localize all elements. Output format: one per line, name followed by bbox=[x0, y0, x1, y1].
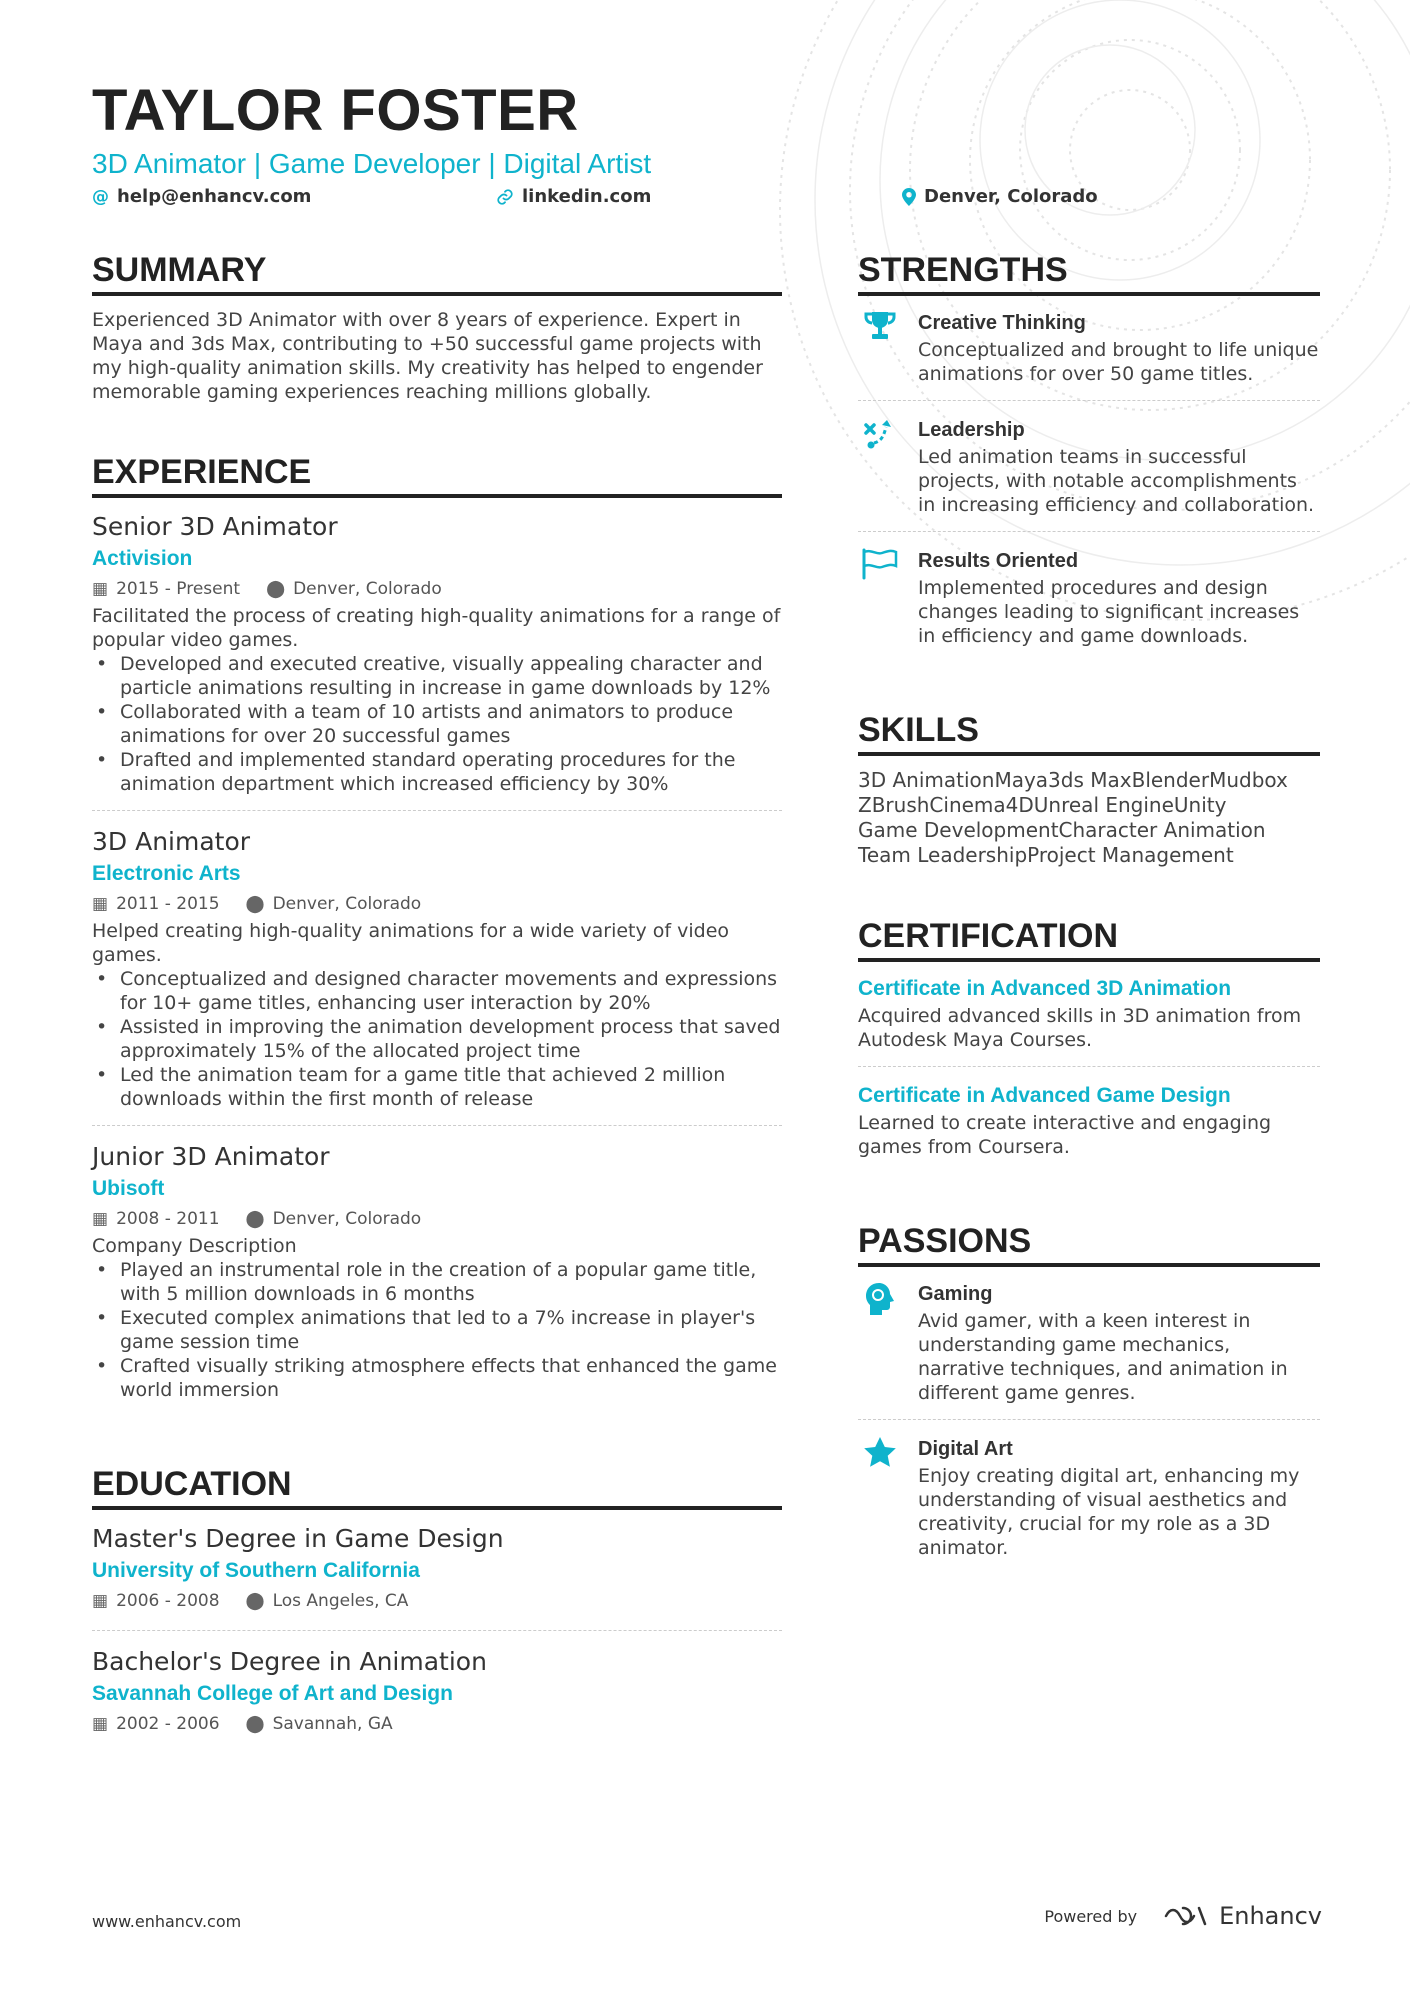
strength-item bbox=[858, 308, 1320, 401]
link-icon bbox=[496, 188, 514, 206]
contact-row bbox=[92, 186, 1322, 214]
job-title: 3D Animator bbox=[92, 827, 251, 856]
school-name: University of Southern California bbox=[92, 1559, 420, 1582]
experience-item bbox=[92, 510, 782, 811]
calendar-icon: ▦ bbox=[92, 894, 109, 914]
job-bullets bbox=[92, 1258, 782, 1402]
location-text: Denver, Colorado bbox=[924, 186, 1098, 207]
bullet-item: • Drafted and implemented standard operating procedures for the animation department which increased efficiency by 30% bbox=[92, 748, 782, 796]
degree-title: Master's Degree in Game Design bbox=[92, 1524, 504, 1553]
job-location bbox=[246, 1204, 422, 1234]
experience-item bbox=[92, 1140, 782, 1416]
linkedin-contact[interactable] bbox=[496, 186, 651, 207]
job-title: Junior 3D Animator bbox=[92, 1142, 330, 1171]
resume-header bbox=[92, 78, 1322, 214]
certification-heading: CERTIFICATION bbox=[858, 916, 1320, 962]
location-pin-icon: ⬤ bbox=[245, 894, 265, 914]
education-section bbox=[92, 1464, 782, 1753]
strength-text: Implemented procedures and design changes leading to significant increases in efficiency and game downloads. bbox=[918, 577, 1300, 647]
strategy-icon bbox=[858, 415, 902, 517]
passions-heading: PASSIONS bbox=[858, 1221, 1320, 1267]
email-text: help@enhancv.com bbox=[117, 186, 312, 207]
linkedin-text: linkedin.com bbox=[522, 186, 652, 207]
job-description: Facilitated the process of creating high-quality animations for a range of popular video games. bbox=[92, 605, 781, 651]
dates-text: 2015 - Present bbox=[116, 579, 241, 599]
location-text: Denver, Colorado bbox=[293, 579, 442, 599]
job-location bbox=[246, 889, 422, 919]
skills-section bbox=[858, 710, 1320, 868]
skills-heading: SKILLS bbox=[858, 710, 1320, 756]
job-description: Helped creating high-quality animations for a wide variety of video games. bbox=[92, 920, 730, 966]
brand-name: Enhancv bbox=[1219, 1902, 1322, 1930]
summary-section bbox=[92, 250, 782, 404]
certificate-text: Acquired advanced skills in 3D animation from Autodesk Maya Courses. bbox=[858, 1005, 1302, 1051]
bullet-item: • Developed and executed creative, visually appealing character and particle animations resulting in increase in game downloads by 12% bbox=[92, 652, 782, 700]
location-text: Denver, Colorado bbox=[272, 1209, 422, 1229]
education-dates bbox=[92, 1709, 220, 1739]
job-title: Senior 3D Animator bbox=[92, 512, 338, 541]
passion-title: Gaming bbox=[918, 1283, 993, 1305]
certification-section bbox=[858, 916, 1320, 1173]
location-text: Denver, Colorado bbox=[272, 894, 422, 914]
dates-text: 2011 - 2015 bbox=[116, 894, 220, 914]
passion-text: Enjoy creating digital art, enhancing my understanding of visual aesthetics and creativity, crucial for my role as a 3D animator. bbox=[918, 1465, 1300, 1559]
location-pin-icon: ⬤ bbox=[245, 1714, 265, 1734]
strength-text: Led animation teams in successful projects, with notable accomplishments in increasing efficiency and collaboration. bbox=[918, 446, 1315, 516]
trophy-icon bbox=[858, 308, 902, 386]
skills-line: Team LeadershipProject Management bbox=[858, 843, 1234, 867]
strength-item bbox=[858, 546, 1320, 662]
education-location bbox=[246, 1709, 393, 1739]
location-contact bbox=[902, 186, 1098, 207]
website-link[interactable]: www.enhancv.com bbox=[92, 1912, 242, 1931]
passion-content bbox=[918, 1434, 1320, 1560]
candidate-name: TAYLOR FOSTER bbox=[92, 78, 579, 143]
experience-item bbox=[92, 825, 782, 1126]
education-meta bbox=[92, 1709, 782, 1739]
skills-line: 3D AnimationMaya3ds MaxBlenderMudbox bbox=[858, 768, 1288, 792]
bullet-item: • Executed complex animations that led to a 7% increase in player's game session time bbox=[92, 1306, 782, 1354]
powered-by bbox=[1044, 1902, 1322, 1930]
job-meta bbox=[92, 889, 782, 919]
calendar-icon: ▦ bbox=[92, 1209, 109, 1229]
strength-text: Conceptualized and brought to life unique animations for over 50 game titles. bbox=[918, 339, 1319, 385]
bullet-item: • Assisted in improving the animation development process that saved approximately 15% of the allocated project time bbox=[92, 1015, 782, 1063]
skills-line: ZBrushCinema4DUnreal EngineUnity bbox=[858, 793, 1227, 817]
job-location bbox=[266, 574, 442, 604]
education-location bbox=[246, 1586, 409, 1616]
job-dates bbox=[92, 574, 240, 604]
right-column bbox=[858, 250, 1320, 1622]
education-meta bbox=[92, 1586, 782, 1616]
job-dates bbox=[92, 1204, 220, 1234]
strengths-heading: STRENGTHS bbox=[858, 250, 1320, 296]
passion-text: Avid gamer, with a keen interest in understanding game mechanics, narrative techniques, and animation in different game genres. bbox=[918, 1310, 1288, 1404]
enhancv-brand[interactable] bbox=[1163, 1902, 1322, 1930]
certificate-item bbox=[858, 1081, 1320, 1173]
experience-section bbox=[92, 452, 782, 1416]
job-meta bbox=[92, 574, 782, 604]
strengths-section bbox=[858, 250, 1320, 662]
head-brain-icon bbox=[858, 1279, 902, 1405]
bullet-item: • Conceptualized and designed character movements and expressions for 10+ game titles, enhancing user interaction by 20% bbox=[92, 967, 782, 1015]
company-name: Activision bbox=[92, 547, 193, 570]
passions-section bbox=[858, 1221, 1320, 1574]
certificate-item bbox=[858, 974, 1320, 1067]
dates-text: 2008 - 2011 bbox=[116, 1209, 220, 1229]
certificate-text: Learned to create interactive and engaging games from Coursera. bbox=[858, 1112, 1272, 1158]
degree-title: Bachelor's Degree in Animation bbox=[92, 1647, 487, 1676]
location-text: Los Angeles, CA bbox=[272, 1591, 409, 1611]
job-bullets bbox=[92, 652, 782, 796]
powered-by-label: Powered by bbox=[1044, 1906, 1138, 1926]
strength-item bbox=[858, 415, 1320, 532]
education-heading: EDUCATION bbox=[92, 1464, 782, 1510]
location-pin-icon: ⬤ bbox=[245, 1591, 265, 1611]
enhancv-logo-icon bbox=[1163, 1904, 1209, 1928]
passion-item bbox=[858, 1434, 1320, 1574]
page-footer bbox=[92, 1900, 1322, 1936]
company-name: Ubisoft bbox=[92, 1177, 165, 1200]
passion-item bbox=[858, 1279, 1320, 1420]
star-icon bbox=[858, 1434, 902, 1560]
location-text: Savannah, GA bbox=[272, 1714, 393, 1734]
strength-title: Creative Thinking bbox=[918, 312, 1086, 334]
job-bullets bbox=[92, 967, 782, 1111]
company-name: Electronic Arts bbox=[92, 862, 241, 885]
email-contact[interactable] bbox=[92, 186, 311, 207]
bullet-item: • Crafted visually striking atmosphere effects that enhanced the game world immersion bbox=[92, 1354, 782, 1402]
calendar-icon: ▦ bbox=[92, 1714, 109, 1734]
job-description: Company Description bbox=[92, 1235, 297, 1257]
job-dates bbox=[92, 889, 220, 919]
dates-text: 2002 - 2006 bbox=[116, 1714, 220, 1734]
candidate-title: 3D Animator | Game Developer | Digital Artist bbox=[92, 148, 652, 179]
calendar-icon: ▦ bbox=[92, 579, 109, 599]
summary-text: Experienced 3D Animator with over 8 years of experience. Expert in Maya and 3ds Max, contributing to +50 successful game projects with my high-quality animation skills. My creativity has helped to engender memorable gaming experiences reaching millions globally. bbox=[92, 309, 763, 403]
passion-title: Digital Art bbox=[918, 1438, 1013, 1460]
strength-content bbox=[918, 308, 1320, 386]
bullet-item: • Played an instrumental role in the creation of a popular game title, with 5 million downloads in 6 months bbox=[92, 1258, 782, 1306]
flag-icon bbox=[858, 546, 902, 648]
strength-content bbox=[918, 546, 1320, 648]
calendar-icon: ▦ bbox=[92, 1591, 109, 1611]
location-pin-icon: ⬤ bbox=[266, 579, 286, 599]
passion-content bbox=[918, 1279, 1320, 1405]
left-column bbox=[92, 250, 782, 1801]
strength-title: Leadership bbox=[918, 419, 1025, 441]
experience-heading: EXPERIENCE bbox=[92, 452, 782, 498]
certificate-title: Certificate in Advanced 3D Animation bbox=[858, 977, 1232, 1000]
skills-line: Game DevelopmentCharacter Animation bbox=[858, 818, 1266, 842]
bullet-item: • Collaborated with a team of 10 artists and animators to produce animations for over 20 successful games bbox=[92, 700, 782, 748]
strength-content bbox=[918, 415, 1320, 517]
job-meta bbox=[92, 1204, 782, 1234]
summary-heading: SUMMARY bbox=[92, 250, 782, 296]
education-item bbox=[92, 1522, 782, 1631]
certificate-title: Certificate in Advanced Game Design bbox=[858, 1084, 1231, 1107]
education-item bbox=[92, 1645, 782, 1753]
at-icon: @ bbox=[92, 186, 109, 207]
strength-title: Results Oriented bbox=[918, 550, 1079, 572]
education-dates bbox=[92, 1586, 220, 1616]
dates-text: 2006 - 2008 bbox=[116, 1591, 220, 1611]
school-name: Savannah College of Art and Design bbox=[92, 1682, 453, 1705]
location-pin-icon: ⬤ bbox=[245, 1209, 265, 1229]
location-pin-icon bbox=[902, 188, 916, 206]
bullet-item: • Led the animation team for a game title that achieved 2 million downloads within the first month of release bbox=[92, 1063, 782, 1111]
